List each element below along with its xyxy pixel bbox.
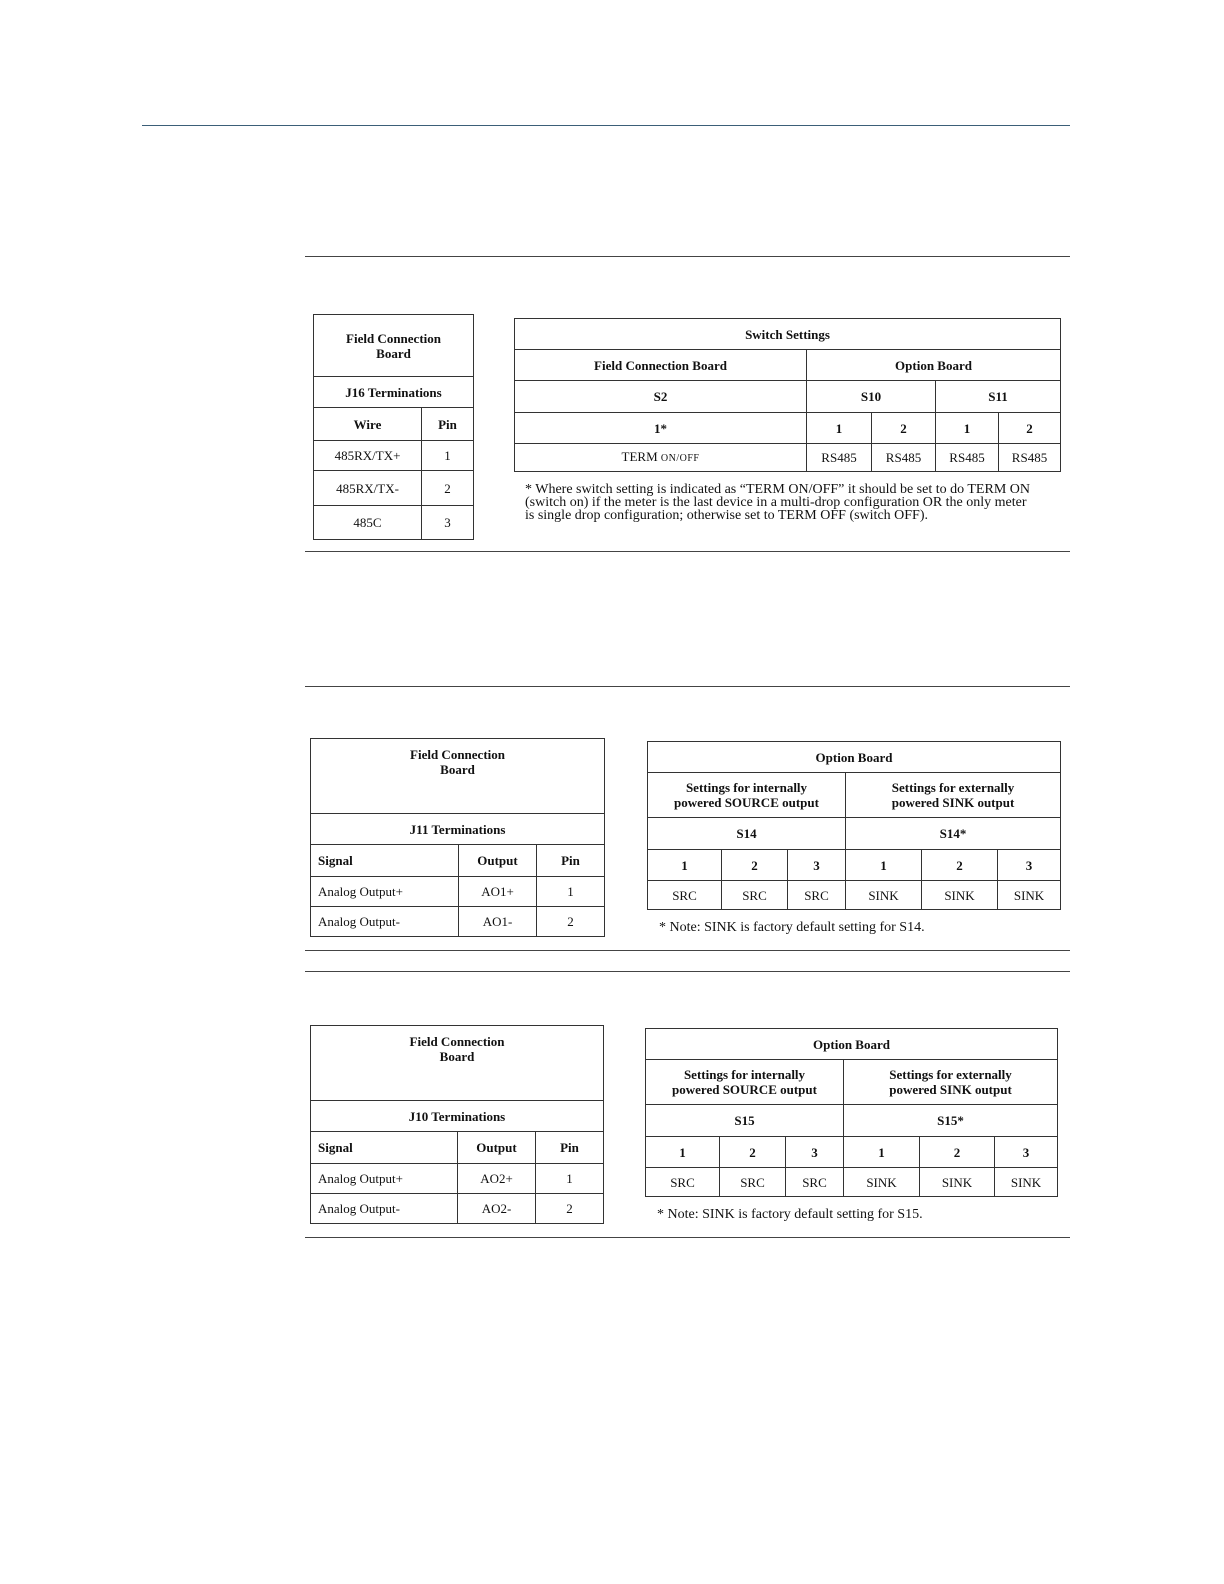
s14-option-board-table <box>647 741 1061 910</box>
col-header-output: Output <box>458 1132 536 1164</box>
section1-top-rule <box>305 256 1070 257</box>
header-rule <box>142 125 1070 126</box>
j10-terminations-table <box>310 1025 604 1224</box>
col-header-pin: Pin <box>537 845 605 877</box>
j10-table-subtitle: J10 Terminations <box>311 1101 604 1132</box>
switch-settings-title: Switch Settings <box>515 319 1061 350</box>
table-row: Analog Output- AO2- 2 <box>311 1194 604 1224</box>
group-field-connection-board: Field Connection Board <box>515 350 807 381</box>
s15-note: * Note: SINK is factory default setting for S15. <box>657 1207 923 1222</box>
section1-bottom-rule <box>305 551 1070 552</box>
values-row: SRC SRC SRC SINK SINK SINK <box>646 1168 1058 1197</box>
external-sink-header: Settings for externally powered SINK output <box>844 1060 1058 1105</box>
s14-note: * Note: SINK is factory default setting for S14. <box>659 920 925 935</box>
switch-settings-table <box>514 318 1061 472</box>
section3-bottom-rule <box>305 1237 1070 1238</box>
table-row: Analog Output+ AO2+ 1 <box>311 1164 604 1194</box>
s15-option-board-table <box>645 1028 1058 1197</box>
j11-table-title: Field Connection Board <box>311 739 605 814</box>
col-header-output: Output <box>459 845 537 877</box>
section2-top-rule <box>305 686 1070 687</box>
j11-table-subtitle: J11 Terminations <box>311 814 605 845</box>
positions-row: 1 2 3 1 2 3 <box>648 850 1061 881</box>
switch-s10: S10 <box>807 381 936 413</box>
col-header-pin: Pin <box>536 1132 604 1164</box>
values-row: SRC SRC SRC SINK SINK SINK <box>648 881 1061 910</box>
external-sink-header: Settings for externally powered SINK output <box>846 773 1061 818</box>
switch-note: * Where switch setting is indicated as “TERM ON/OFF” it should be set to do TERM ON (switch on) if the meter is the last device in a multi-drop configuration OR the only meter is single drop configuration; otherwise set to TERM OFF (switch OFF). <box>525 482 1030 523</box>
positions-row: 1 2 3 1 2 3 <box>646 1137 1058 1168</box>
col-header-pin: Pin <box>422 408 474 441</box>
j16-table-subtitle: J16 Terminations <box>314 377 474 408</box>
j16-table-title: Field Connection Board <box>314 315 474 377</box>
section3-top-rule <box>305 971 1070 972</box>
positions-row: 1* 1 2 1 2 <box>515 413 1061 444</box>
switch-s11: S11 <box>936 381 1061 413</box>
switch-s15-star: S15* <box>844 1105 1058 1137</box>
table-row: Analog Output- AO1- 2 <box>311 907 605 937</box>
switch-s14-star: S14* <box>846 818 1061 850</box>
option-board-title: Option Board <box>648 742 1061 773</box>
internal-source-header: Settings for internally powered SOURCE output <box>648 773 846 818</box>
switch-s15: S15 <box>646 1105 844 1137</box>
col-header-signal: Signal <box>311 1132 458 1164</box>
term-setting: TERM ON/OFF <box>515 444 807 472</box>
table-row: 485C 3 <box>314 506 474 540</box>
j11-terminations-table <box>310 738 605 937</box>
section2-bottom-rule <box>305 950 1070 951</box>
switch-s2: S2 <box>515 381 807 413</box>
table-row: Analog Output+ AO1+ 1 <box>311 877 605 907</box>
j10-table-title: Field Connection Board <box>311 1026 604 1101</box>
j16-terminations-table <box>313 314 474 540</box>
internal-source-header: Settings for internally powered SOURCE output <box>646 1060 844 1105</box>
table-row: 485RX/TX+ 1 <box>314 441 474 471</box>
option-board-title: Option Board <box>646 1029 1058 1060</box>
switch-s14: S14 <box>648 818 846 850</box>
table-row: 485RX/TX- 2 <box>314 471 474 506</box>
values-row: TERM ON/OFF RS485 RS485 RS485 RS485 <box>515 444 1061 472</box>
col-header-signal: Signal <box>311 845 459 877</box>
group-option-board: Option Board <box>807 350 1061 381</box>
col-header-wire: Wire <box>314 408 422 441</box>
